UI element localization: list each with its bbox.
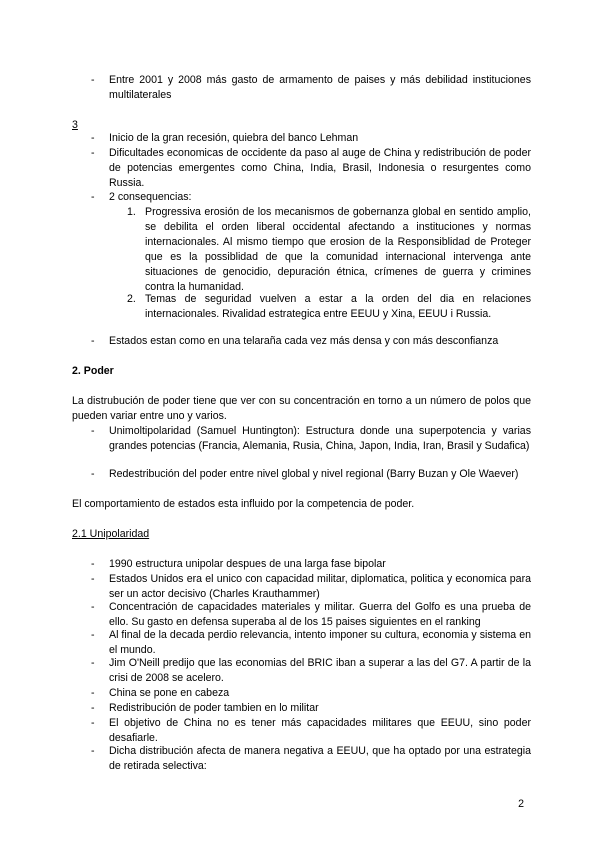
list-item: - Redestribución del poder entre nivel global y nivel regional (Barry Buzan y Ole Waever) — [91, 468, 519, 480]
list-item: - Inicio de la gran recesión, quiebra del banco Lehman — [91, 132, 359, 144]
list-item: - Concentración de capacidades materiales y militar. Guerra del Golfo es una prueba de ello. Su gasto en defensa superaba al de los 15 paises siguientes en el ranking — [91, 601, 531, 628]
list-item: - Dificultades economicas de occidente da paso al auge de China y redistribución de poder de potencias emergentes como China, India, Brasil, Indonesia o resurgentes como Russia. — [91, 147, 531, 189]
list-item: - Redistribución de poder tambien en lo militar — [91, 702, 319, 714]
list-item: - El objetivo de China no es tener más capacidades militares que EEUU, sino poder desafiarle. — [91, 717, 531, 744]
numbered-item: 1. Progressiva erosión de los mecanismos de gobernanza global en sentido amplio, se debilita el orden liberal occidental afectando a instituciones y normas internacionales. Al mismo tiempo que erosion de la Responsiblidad de Proteger que es la possiblidad de que la comunidad internacional intervenga ante situaciones de genocidio, depuración étnica, crímenes de guerra y crimines contra la humanidad. — [127, 206, 531, 293]
list-item: - Jim O'Neill predijo que las economias del BRIC iban a superar a las del G7. A partir de la crisi de 2008 se acelero. — [91, 657, 531, 684]
section-heading: 2. Poder — [72, 365, 114, 377]
numbered-item: 2. Temas de seguridad vuelven a estar a la orden del dia en relaciones internacionales. Rivalidad estrategica entre EEUU y Xina, EEUU i Russia. — [127, 293, 531, 320]
list-item: - Estados Unidos era el unico con capacidad militar, diplomatica, politica y economica para ser un actor decisivo (Charles Krauthammer) — [91, 573, 531, 600]
list-item: - China se pone en cabeza — [91, 687, 230, 699]
page-number: 2 — [518, 798, 524, 810]
paragraph: El comportamiento de estados esta influido por la competencia de poder. — [72, 498, 415, 510]
list-item: - 1990 estructura unipolar despues de una larga fase bipolar — [91, 558, 386, 570]
list-item: - Al final de la decada perdio relevancia, intento imponer su cultura, economia y sistema en el mundo. — [91, 629, 531, 656]
section-number-3: 3 — [72, 119, 78, 131]
list-item: - Dicha distribución afecta de manera negativa a EEUU, que ha optado por una estrategia de retirada selectiva: — [91, 745, 531, 772]
list-item: - Unimoltipolaridad (Samuel Huntington): Estructura donde una superpotencia y varias grandes potencias (Francia, Alemania, Rusia, China, Japon, India, Iran, Brasil y Sudafica) — [91, 425, 531, 452]
subsection-heading: 2.1 Unipolaridad — [72, 528, 150, 540]
list-item: - Estados estan como en una telaraña cada vez más densa y con más desconfianza — [91, 335, 499, 347]
list-item: - 2 consequencias: — [91, 191, 192, 203]
list-item: - Entre 2001 y 2008 más gasto de armamento de paises y más debilidad instituciones multilaterales — [91, 74, 531, 101]
paragraph: La distrubución de poder tiene que ver con su concentración en torno a un número de polos que pueden variar entre uno y varios. — [72, 395, 531, 422]
